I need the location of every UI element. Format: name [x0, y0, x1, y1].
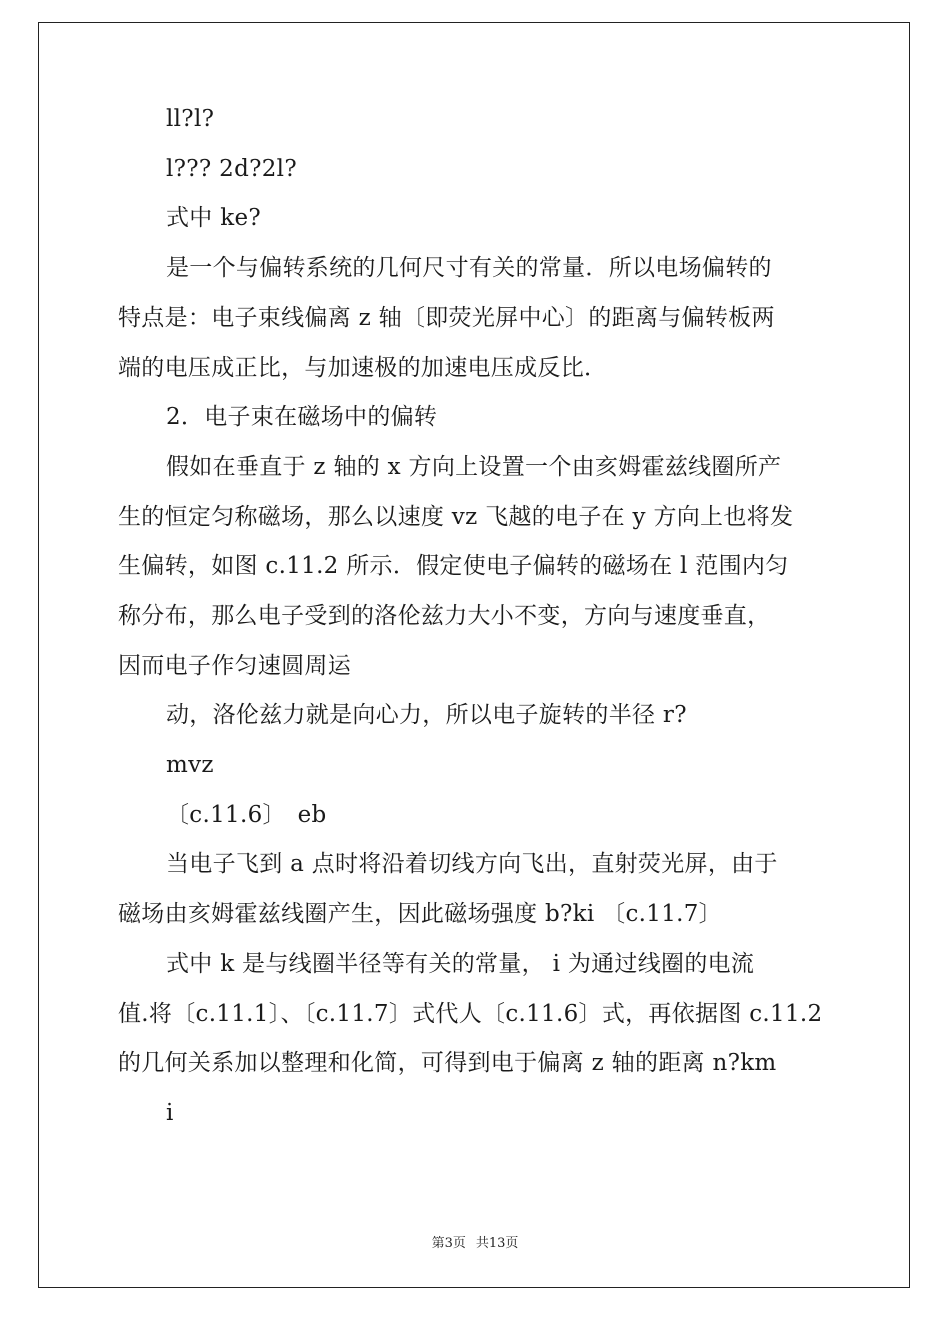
equation-label: 〔c.11.6〕 eb	[166, 802, 327, 828]
page-number: 第3页	[431, 1236, 466, 1251]
section-heading: 2．电子束在磁场中的偏转	[166, 404, 438, 430]
text-line: 因而电子作匀速圆周运	[118, 653, 351, 679]
text-line: 的几何关系加以整理和化简，可得到电于偏离 z 轴的距离 n?km	[118, 1050, 777, 1076]
text-line: i	[166, 1100, 174, 1126]
text-line: 式中 k 是与线圈半径等有关的常量， i 为通过线圈的电流	[166, 951, 755, 977]
text-line: 式中 ke?	[166, 205, 261, 231]
page-footer	[0, 1232, 950, 1251]
text-line: mvz	[166, 752, 214, 778]
text-line: 当电子飞到 a 点时将沿着切线方向飞出，直射荧光屏，由于	[166, 851, 778, 877]
text-line: 磁场由亥姆霍兹线圈产生，因此磁场强度 b?ki 〔c.11.7〕	[118, 901, 722, 927]
text-line: l??? 2d?2l?	[166, 156, 297, 182]
text-line: ll?l?	[166, 106, 215, 132]
text-line: 生偏转，如图 c.11.2 所示．假定使电子偏转的磁场在 l 范围内匀	[118, 553, 789, 579]
text-line: 值.将〔c.11.1〕、〔c.11.7〕式代人〔c.11.6〕式，再依据图 c.11.2	[118, 1001, 823, 1027]
text-line: 特点是：电子束线偏离 z 轴〔即荧光屏中心〕的距离与偏转板两	[118, 305, 775, 331]
text-line: 称分布，那么电子受到的洛伦兹力大小不变，方向与速度垂直，	[118, 603, 771, 629]
text-line: 端的电压成正比，与加速极的加速电压成反比．	[118, 355, 608, 381]
text-line: 是一个与偏转系统的几何尺寸有关的常量．所以电场偏转的	[166, 255, 772, 281]
text-line: 动，洛伦兹力就是向心力，所以电子旋转的半径 r?	[166, 702, 687, 728]
text-line: 生的恒定匀称磁场，那么以速度 vz 飞越的电子在 y 方向上也将发	[118, 504, 794, 530]
page-total: 共13页	[475, 1236, 519, 1251]
text-line: 假如在垂直于 z 轴的 x 方向上设置一个由亥姆霍兹线圈所产	[166, 454, 782, 480]
